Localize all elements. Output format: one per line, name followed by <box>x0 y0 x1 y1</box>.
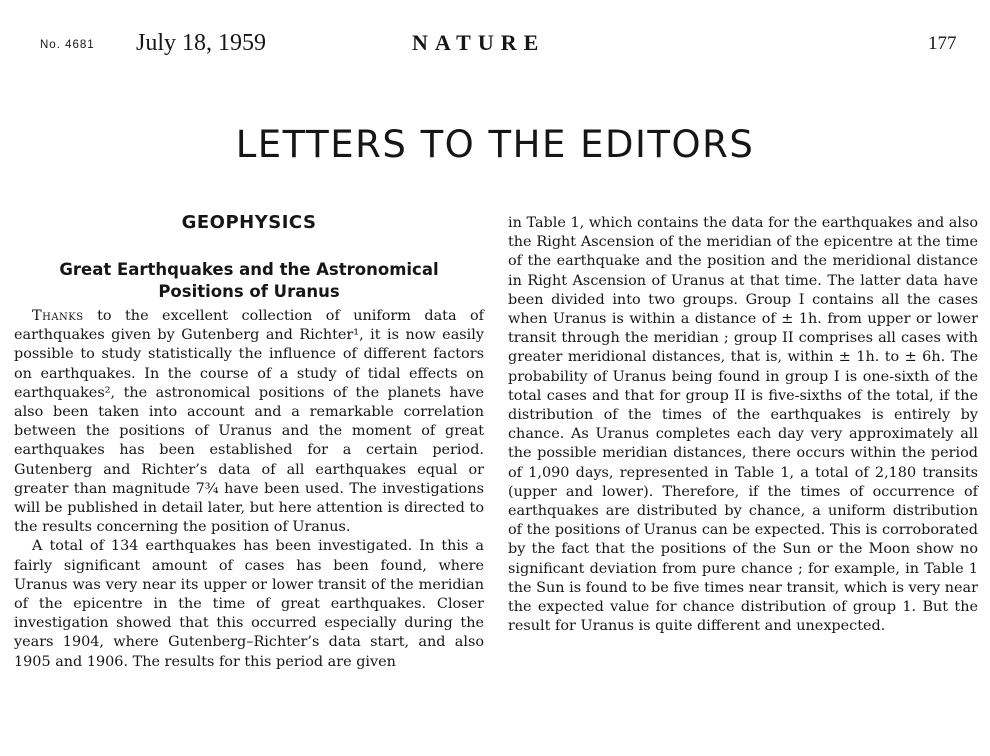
paragraph-2: A total of 134 earthquakes has been investigated. In this a fairly significant amount of cases has been found, where Uranus was very near its upper or lower transit of the meridian of the epicentre in the time of great earthquakes. Closer investigation showed that this occurred especially during the years 1904, where Gutenberg–Richter’s data start, and also 1905 and 1906. The results for this period are given <box>14 538 484 670</box>
article-title-line-2: Positions of Uranus <box>158 282 340 301</box>
article-title-line-1: Great Earthquakes and the Astronomical <box>59 260 439 279</box>
page-number: 177 <box>928 33 957 54</box>
paragraph-3: in Table 1, which contains the data for the earthquakes and also the Right Ascension of the meridian of the epicentre at the time of the earthquake and the position and the meridional distance in Right Ascension of Uranus at that time. The latter data have been divided into two groups. Group I contains all the cases when Uranus is within a distance of ± 1h. from upper or lower transit through the meridian ; group II comprises all cases with greater meridional distances, that is, within ± 1h. to ± 6h. The probability of Uranus being found in group I is one-sixth of the total cases and that for group II is five-sixths of the total, if the distribution of the times of the earthquakes is entirely by chance. As Uranus completes each day very approximately all the possible meridian distances, there occurs within the period of 1,090 days, represented in Table 1, a total of 2,180 transits (upper and lower). Therefore, if the times of occurrence of earthquakes are distributed by chance, a uniform distribution of the positions of Uranus can be expected. This is corroborated by the fact that the positions of the Sun or the Moon show no significant deviation from pure chance ; for example, in Table 1 the Sun is found to be five times near transit, which is very near the expected value for chance distribution of group 1. But the result for Uranus is quite different and unexpected. <box>508 215 979 635</box>
issue-date: July 18, 1959 <box>136 30 267 56</box>
journal-name: NATURE <box>412 30 546 55</box>
article-title <box>14 259 484 303</box>
section-banner: LETTERS TO THE EDITORS <box>235 123 755 166</box>
right-column <box>508 214 978 636</box>
subject-heading: GEOPHYSICS <box>181 212 317 233</box>
running-header <box>0 30 990 60</box>
paragraph-1-text: to the excellent collection of uniform data of earthquakes given by Gutenberg and Richter¹, it is now easily possible to study statistically the influence of different factors on earthquakes. In the course of a study of tidal effects on earthquakes², the astronomical positions of the planets have also been taken into account and a remarkable correlation between the positions of Uranus and the moment of great earthquakes has been established for a certain period. Gutenberg and Richter’s data of all earthquakes equal or greater than magnitude 7¾ have been used. The investigations will be published in detail later, but here attention is directed to the results concerning the position of Uranus. <box>14 308 484 536</box>
left-column <box>14 212 484 672</box>
paragraph-1 <box>14 307 484 537</box>
lead-word: Thanks <box>32 308 84 324</box>
issue-number: No. 4681 <box>40 39 95 51</box>
